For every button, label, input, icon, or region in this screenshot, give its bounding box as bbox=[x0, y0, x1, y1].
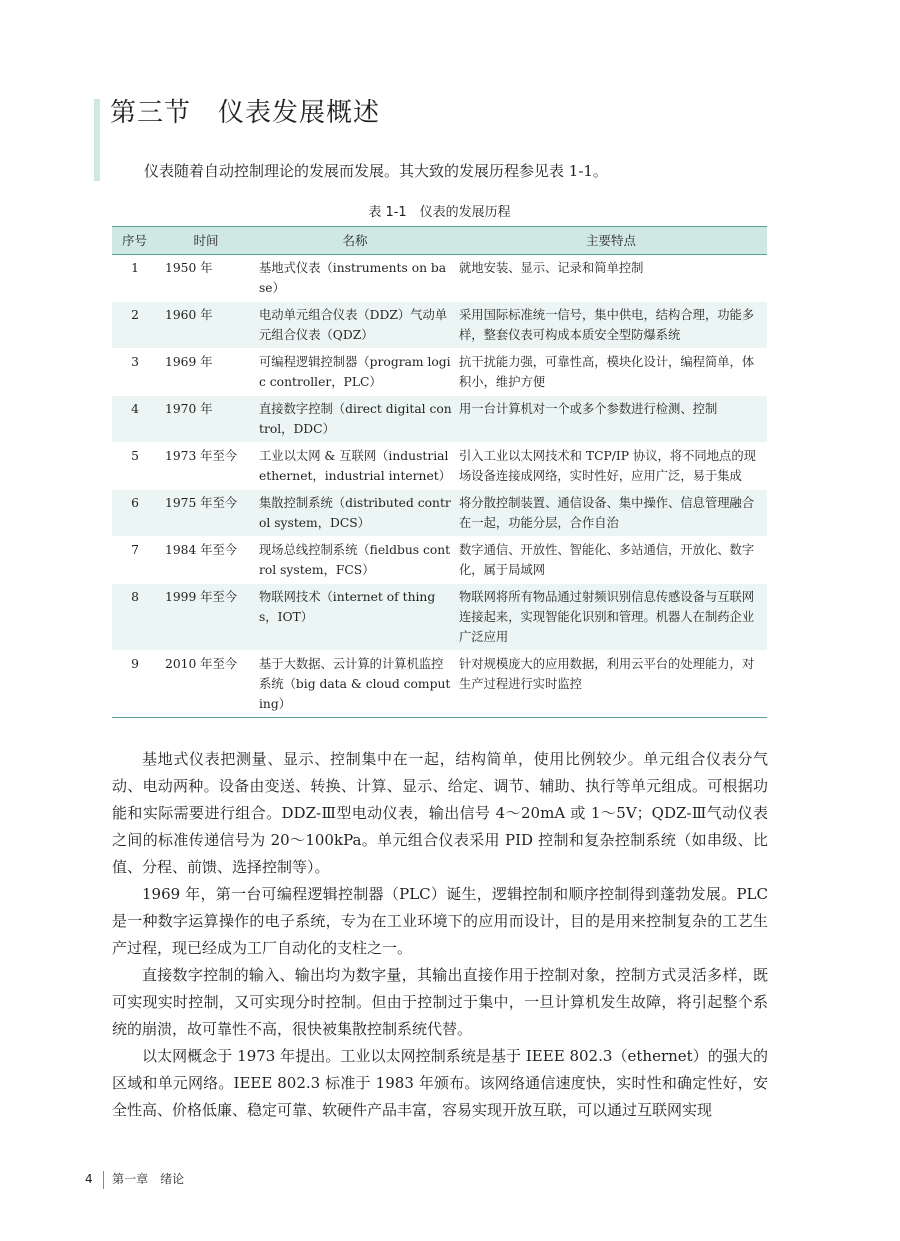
cell-time: 1999 年至今 bbox=[157, 584, 255, 651]
page-number: 4 bbox=[85, 1172, 93, 1186]
cell-name: 集散控制系统（distributed control system，DCS） bbox=[255, 490, 455, 537]
body-paragraph: 基地式仪表把测量、显示、控制集中在一起，结构简单，使用比例较少。单元组合仪表分气动、电动两种。设备由变送、转换、计算、显示、给定、调节、辅助、执行等单元组成。可根据功能和实际需要进行组合。DDZ-Ⅲ型电动仪表，输出信号 4～20mA 或 1～5V；QDZ-Ⅲ气动仪表之间的标准传递信号为 20～100kPa。单元组合仪表采用 PID 控制和复杂控制系统（如串级、比值、分程、前馈、选择控制等）。 bbox=[112, 750, 768, 876]
section-title: 第三节 仪表发展概述 bbox=[110, 98, 381, 128]
table-row bbox=[112, 396, 767, 443]
table-row bbox=[112, 349, 767, 396]
body-paragraph: 以太网概念于 1973 年提出。工业以太网控制系统是基于 IEEE 802.3（ethernet）的强大的区域和单元网络。IEEE 802.3 标准于 1983 年颁布。该网络通信速度快，实时性和确定性好，安全性高、价格低廉、稳定可靠、软硬件产品丰富，容易实现开放互联，可以通过互联网实现 bbox=[112, 1047, 768, 1119]
cell-features: 将分散控制装置、通信设备、集中操作、信息管理融合在一起，功能分层，合作自治 bbox=[455, 490, 767, 537]
cell-time: 1960 年 bbox=[157, 302, 255, 349]
page-footer bbox=[85, 1170, 184, 1189]
development-history-table bbox=[112, 226, 767, 718]
header-no: 序号 bbox=[112, 227, 157, 255]
cell-name: 电动单元组合仪表（DDZ）气动单元组合仪表（QDZ） bbox=[255, 302, 455, 349]
table-row bbox=[112, 302, 767, 349]
cell-time: 1950 年 bbox=[157, 255, 255, 302]
cell-features: 针对规模庞大的应用数据，利用云平台的处理能力，对生产过程进行实时监控 bbox=[455, 651, 767, 718]
table-row bbox=[112, 490, 767, 537]
cell-features: 数字通信、开放性、智能化、多站通信，开放化、数字化，属于局域网 bbox=[455, 537, 767, 584]
header-time: 时间 bbox=[157, 227, 255, 255]
cell-features: 引入工业以太网技术和 TCP/IP 协议，将不同地点的现场设备连接成网络，实时性好，应用广泛，易于集成 bbox=[455, 443, 767, 490]
header-features: 主要特点 bbox=[455, 227, 767, 255]
table-row bbox=[112, 443, 767, 490]
body-text bbox=[112, 746, 768, 1124]
cell-no: 4 bbox=[112, 396, 157, 443]
cell-time: 1970 年 bbox=[157, 396, 255, 443]
cell-name: 基于大数据、云计算的计算机监控系统（big data & cloud computing） bbox=[255, 651, 455, 718]
cell-name: 现场总线控制系统（fieldbus control system，FCS） bbox=[255, 537, 455, 584]
cell-name: 可编程逻辑控制器（program logic controller，PLC） bbox=[255, 349, 455, 396]
intro-paragraph: 仪表随着自动控制理论的发展而发展。其大致的发展历程参见表 1-1。 bbox=[144, 162, 608, 180]
cell-no: 7 bbox=[112, 537, 157, 584]
cell-name: 直接数字控制（direct digital control，DDC） bbox=[255, 396, 455, 443]
cell-no: 1 bbox=[112, 255, 157, 302]
body-paragraph: 1969 年，第一台可编程逻辑控制器（PLC）诞生，逻辑控制和顺序控制得到蓬勃发展。PLC 是一种数字运算操作的电子系统，专为在工业环境下的应用而设计，目的是用来控制复杂的工艺生产过程，现已经成为工厂自动化的支柱之一。 bbox=[112, 885, 768, 957]
cell-time: 1969 年 bbox=[157, 349, 255, 396]
cell-no: 2 bbox=[112, 302, 157, 349]
cell-name: 基地式仪表（instruments on base） bbox=[255, 255, 455, 302]
cell-no: 9 bbox=[112, 651, 157, 718]
cell-time: 1975 年至今 bbox=[157, 490, 255, 537]
cell-features: 物联网将所有物品通过射频识别信息传感设备与互联网连接起来，实现智能化识别和管理。机器人在制药企业广泛应用 bbox=[455, 584, 767, 651]
cell-time: 1973 年至今 bbox=[157, 443, 255, 490]
table-row bbox=[112, 584, 767, 651]
footer-divider bbox=[103, 1171, 105, 1189]
header-name: 名称 bbox=[255, 227, 455, 255]
table-row bbox=[112, 255, 767, 302]
cell-no: 3 bbox=[112, 349, 157, 396]
table-row bbox=[112, 651, 767, 718]
cell-features: 用一台计算机对一个或多个参数进行检测、控制 bbox=[455, 396, 767, 443]
table-row bbox=[112, 537, 767, 584]
cell-time: 2010 年至今 bbox=[157, 651, 255, 718]
cell-no: 6 bbox=[112, 490, 157, 537]
cell-no: 5 bbox=[112, 443, 157, 490]
table-caption: 表 1-1 仪表的发展历程 bbox=[368, 205, 511, 220]
cell-name: 物联网技术（internet of things，IOT） bbox=[255, 584, 455, 651]
section-accent-bar bbox=[94, 99, 100, 181]
cell-features: 采用国际标准统一信号，集中供电，结构合理，功能多样，整套仪表可构成本质安全型防爆系统 bbox=[455, 302, 767, 349]
cell-features: 就地安装、显示、记录和简单控制 bbox=[455, 255, 767, 302]
cell-no: 8 bbox=[112, 584, 157, 651]
cell-features: 抗干扰能力强，可靠性高，模块化设计，编程简单，体积小，维护方便 bbox=[455, 349, 767, 396]
body-paragraph: 直接数字控制的输入、输出均为数字量，其输出直接作用于控制对象，控制方式灵活多样，既可实现实时控制，又可实现分时控制。但由于控制过于集中，一旦计算机发生故障，将引起整个系统的崩溃，故可靠性不高，很快被集散控制系统代替。 bbox=[112, 966, 768, 1038]
cell-time: 1984 年至今 bbox=[157, 537, 255, 584]
chapter-label: 第一章 绪论 bbox=[112, 1172, 185, 1186]
cell-name: 工业以太网 & 互联网（industrial ethernet，industrial internet） bbox=[255, 443, 455, 490]
table-header-row bbox=[112, 227, 767, 255]
